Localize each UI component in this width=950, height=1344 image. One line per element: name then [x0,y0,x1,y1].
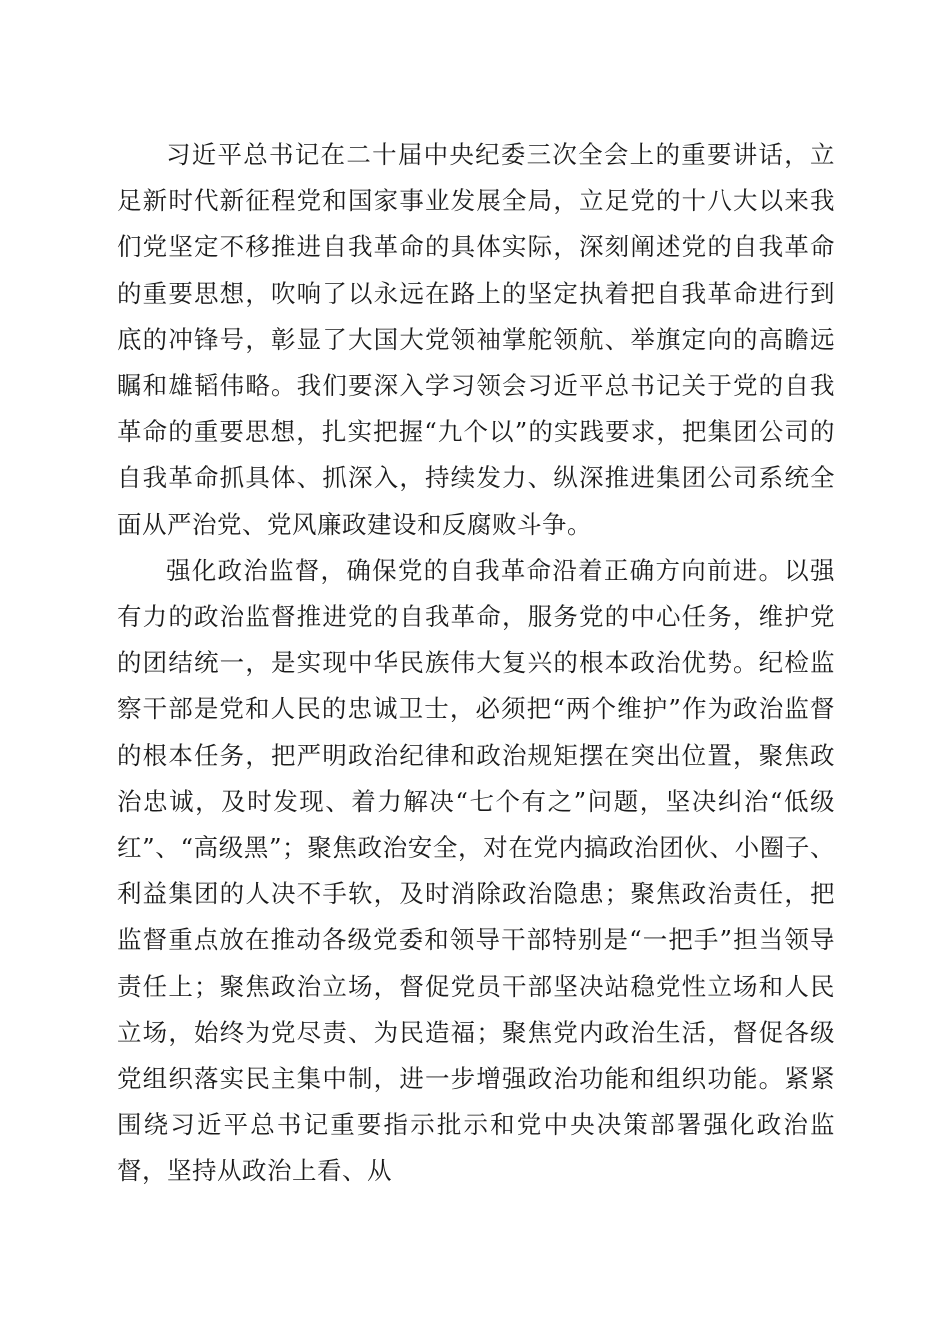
paragraph-political-supervision: 强化政治监督，确保党的自我革命沿着正确方向前进。以强有力的政治监督推进党的自我革命，服务党的中心任务，维护党的团结统一，是实现中华民族伟大复兴的根本政治优势。纪检监察干部是党和人民的忠诚卫士，必须把“两个维护”作为政治监督的根本任务，把严明政治纪律和政治规矩摆在突出位置，聚焦政治忠诚，及时发现、着力解决“七个有之”问题，坚决纠治“低级红”、“高级黑”；聚焦政治安全，对在党内搞政治团伙、小圈子、利益集团的人决不手软，及时消除政治隐患；聚焦政治责任，把监督重点放在推动各级党委和领导干部特别是“一把手”担当领导责任上；聚焦政治立场，督促党员干部坚决站稳党性立场和人民立场，始终为党尽责、为民造福；聚焦党内政治生活，督促各级党组织落实民主集中制，进一步增强政治功能和组织功能。紧紧围绕习近平总书记重要指示批示和党中央决策部署强化政治监督，坚持从政治上看、从 [117,555,835,1186]
document-body [117,132,835,1195]
paragraph-intro: 习近平总书记在二十届中央纪委三次全会上的重要讲话，立足新时代新征程党和国家事业发展全局，立足党的十八大以来我们党坚定不移推进自我革命的具体实际，深刻阐述党的自我革命的重要思想，吹响了以永远在路上的坚定执着把自我革命进行到底的冲锋号，彰显了大国大党领袖掌舵领航、举旗定向的高瞻远瞩和雄韬伟略。我们要深入学习领会习近平总书记关于党的自我革命的重要思想，扎实把握“九个以”的实践要求，把集团公司的自我革命抓具体、抓深入，持续发力、纵深推进集团公司系统全面从严治党、党风廉政建设和反腐败斗争。 [117,140,835,539]
